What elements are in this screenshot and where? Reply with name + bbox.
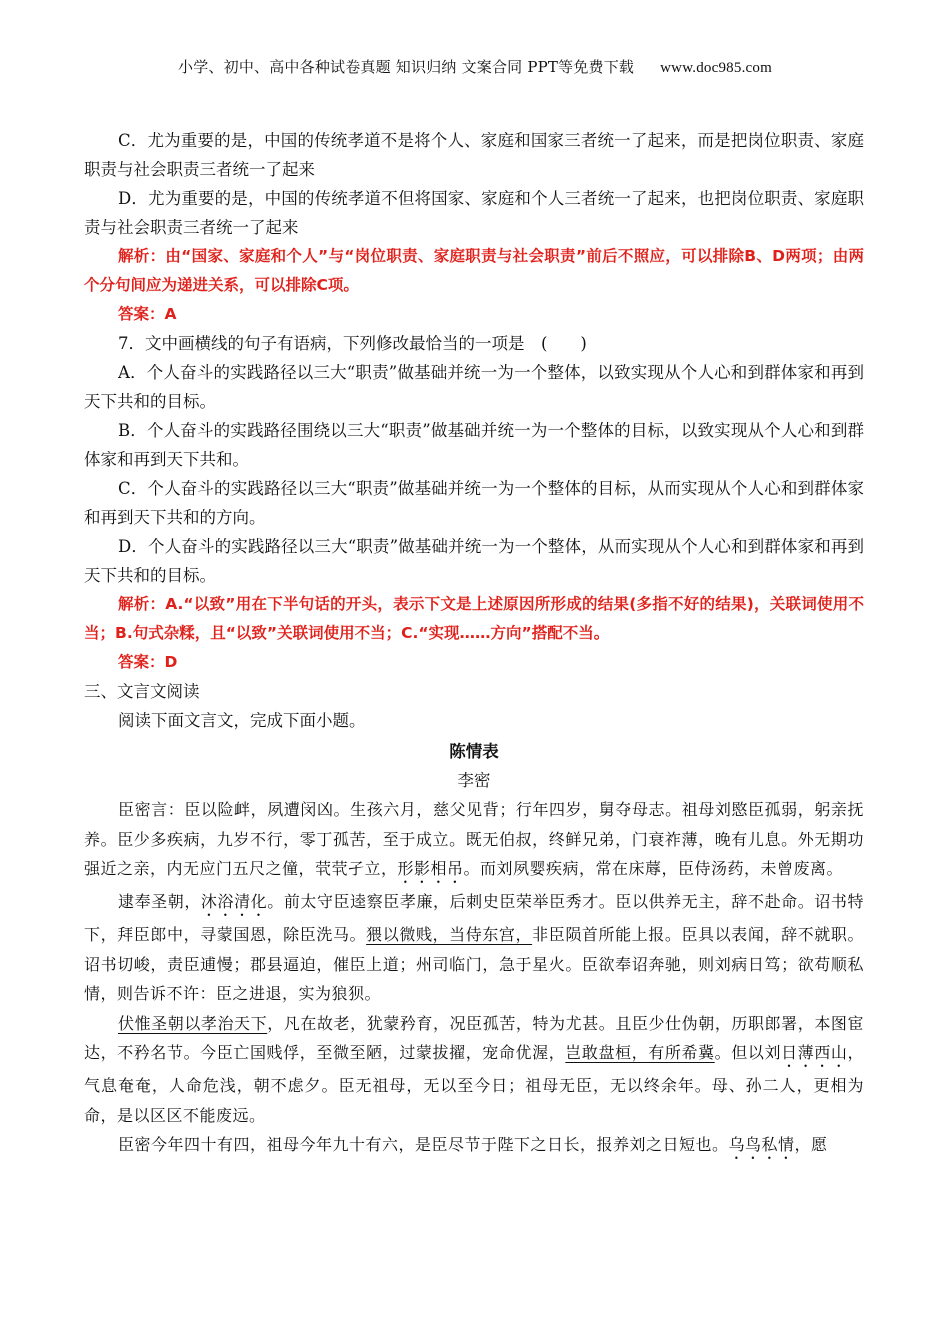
p2-text-b: 。前太守臣逵察臣孝廉，后刺史臣荣举臣秀才。臣以供养无主，辞不赴命。诏书特下，拜臣郎中，寻蒙国恩，除臣洗马。 <box>84 892 864 944</box>
header-text: 小学、初中、高中各种试卷真题 知识归纳 文案合同 PPT等免费下载 <box>178 58 635 76</box>
passage-title: 陈情表 <box>449 742 499 761</box>
q7-option-a: A．个人奋斗的实践路径以三大“职责”做基础并统一为一个整体，以致实现从个人心和到群体家和再到天下共和的目标。 <box>84 363 864 411</box>
p2-text-a: 逮奉圣朝， <box>118 892 201 911</box>
p4-emphasis: 乌鸟私情 <box>728 1135 795 1154</box>
q6-option-c: C．尤为重要的是，中国的传统孝道不是将个人、家庭和国家三者统一了起来，而是把岗位职责、家庭职责与社会职责三者统一了起来 <box>84 131 864 179</box>
p3-underlined-1: 伏惟圣朝以孝治天下 <box>118 1013 268 1033</box>
passage-paragraph-3 <box>84 1009 864 1131</box>
q7-analysis: 解析：A.“以致”用在下半句话的开头，表示下文是上述原因所形成的结果(多指不好的结果)，关联词使用不当；B.句式杂糅，且“以致”关联词使用不当；C.“实现……方向”搭配不当。 <box>84 595 864 642</box>
p4-text-b: ，愿 <box>794 1135 828 1154</box>
section-instruction: 阅读下面文言文，完成下面小题。 <box>118 711 366 730</box>
p4-text-a: 臣密今年四十有四，祖母今年九十有六，是臣尽节于陛下之日长，报养刘之日短也。 <box>118 1135 729 1154</box>
q6-answer: 答案：A <box>118 305 177 323</box>
p2-emphasis: 沐浴清化 <box>200 892 268 911</box>
p3-text-a: ，凡在故老，犹蒙矜育，况臣孤苦，特为尤甚。且臣少仕伪朝，历职郎署，本图宦达，不矜名节。今臣亡国贱俘，至微至陋，过蒙拔擢，宠命优渥， <box>84 1013 864 1062</box>
p3-text-b: 。但以刘 <box>714 1043 782 1062</box>
section-heading: 三、文言文阅读 <box>84 682 200 701</box>
q7-option-c: C．个人奋斗的实践路径以三大“职责”做基础并统一为一个整体的目标，从而实现从个人心和到群体家和再到天下共和的方向。 <box>84 479 864 527</box>
document-body <box>84 126 864 1163</box>
p2-underlined: 猥以微贱，当侍东宫， <box>366 925 533 944</box>
page-header <box>0 56 950 77</box>
p1-text-a: 臣密言：臣以险衅，夙遭闵凶。生孩六月，慈父见背；行年四岁，舅夺母志。祖母刘愍臣孤弱，躬亲抚养。臣少多疾病，九岁不行，零丁孤苦，至于成立。既无伯叔，终鲜兄弟，门衰祚薄，晚有儿息。外无期功强近之亲，内无应门五尺之僮，茕茕孑立， <box>84 800 864 878</box>
p1-emphasis: 形影相吊 <box>397 859 464 878</box>
q6-analysis: 解析：由“国家、家庭和个人”与“岗位职责、家庭职责与社会职责”前后不照应，可以排除B、D两项；由两个分句间应为递进关系，可以排除C项。 <box>84 247 864 294</box>
passage-author: 李密 <box>457 771 491 790</box>
passage-paragraph-2 <box>84 887 864 1009</box>
passage-paragraph-1 <box>84 795 864 887</box>
q7-answer: 答案：D <box>118 653 178 671</box>
p2-text-c: 非臣陨首所能上报。臣具以表闻，辞不就职。诏书切峻，责臣逋慢；郡县逼迫，催臣上道；州司临门，急于星火。臣欲奉诏奔驰，则刘病日笃；欲苟顺私情，则告诉不许：臣之进退，实为狼狈。 <box>84 925 864 1003</box>
header-site[interactable]: www.doc985.com <box>660 60 772 76</box>
p1-text-b: 。而刘夙婴疾病，常在床蓐，臣侍汤药，未曾废离。 <box>463 859 844 878</box>
passage-paragraph-4 <box>84 1130 864 1163</box>
p3-text-c: ，气息奄奄，人命危浅，朝不虑夕。臣无祖母，无以至今日；祖母无臣，无以终余年。母、孙二人，更相为命，是以区区不能废远。 <box>84 1043 864 1125</box>
q7-stem: 7．文中画横线的句子有语病，下列修改最恰当的一项是 ( ) <box>118 334 587 353</box>
q7-option-d: D．个人奋斗的实践路径以三大“职责”做基础并统一为一个整体，从而实现从个人心和到群体家和再到天下共和的目标。 <box>84 537 864 585</box>
q7-option-b: B．个人奋斗的实践路径围绕以三大“职责”做基础并统一为一个整体的目标，以致实现从个人心和到群体家和再到天下共和。 <box>84 421 864 469</box>
p3-emphasis: 日薄西山 <box>781 1043 848 1062</box>
q6-option-d: D．尤为重要的是，中国的传统孝道不但将国家、家庭和个人三者统一了起来，也把岗位职责、家庭职责与社会职责三者统一了起来 <box>84 189 864 237</box>
p3-underlined-2: 岂敢盘桓，有所希冀 <box>565 1043 715 1062</box>
